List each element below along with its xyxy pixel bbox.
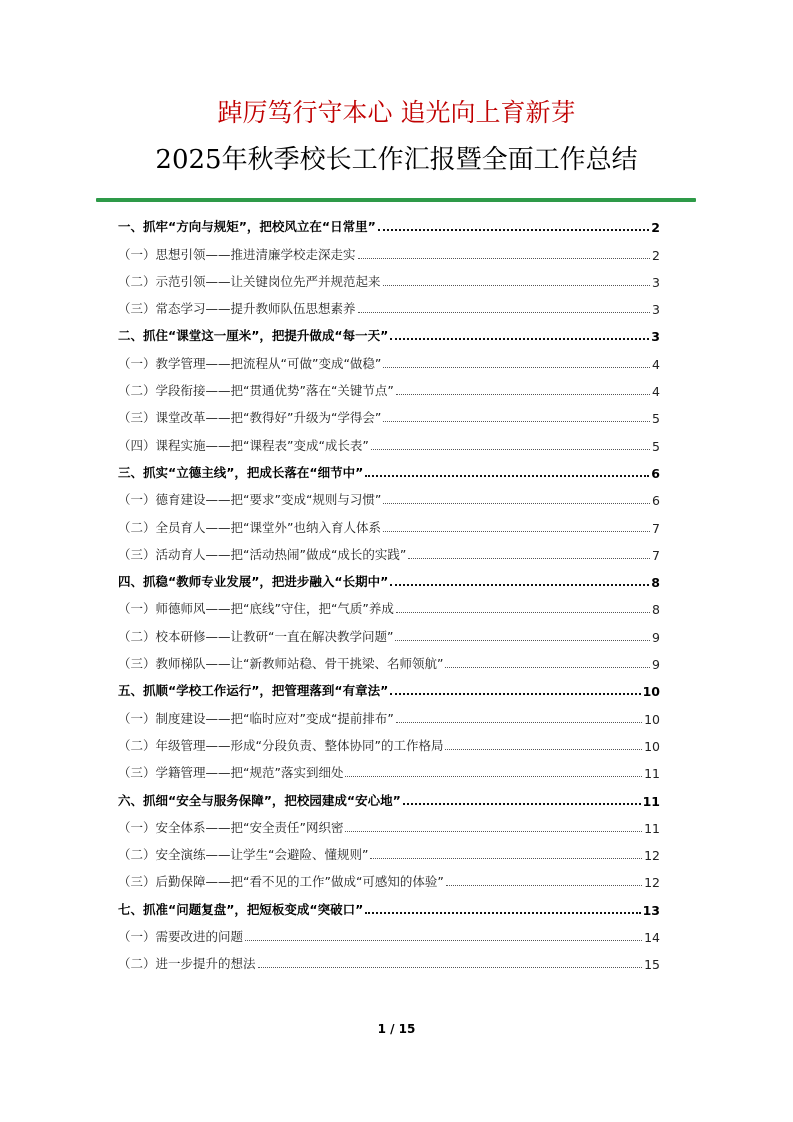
toc-subsection-entry[interactable] xyxy=(118,645,660,672)
toc-dot-leader xyxy=(383,420,650,422)
toc-subsection-entry[interactable] xyxy=(118,508,660,535)
toc-entry-page-number: 2 xyxy=(651,220,660,236)
toc-entry-label: （一）制度建设——把“临时应对”变成“提前排布” xyxy=(118,710,394,726)
toc-dot-leader xyxy=(358,311,650,313)
toc-entry-page-number: 3 xyxy=(651,329,660,345)
toc-entry-page-number: 5 xyxy=(652,411,660,427)
toc-subsection-entry[interactable] xyxy=(118,836,660,863)
toc-entry-label: （四）课程实施——把“课程表”变成“成长表” xyxy=(118,437,369,453)
toc-entry-label: 七、抓准“问题复盘”，把短板变成“突破口” xyxy=(118,901,364,917)
toc-subsection-entry[interactable] xyxy=(118,536,660,563)
toc-dot-leader xyxy=(383,284,650,286)
toc-entry-page-number: 12 xyxy=(644,875,660,891)
toc-dot-leader xyxy=(378,228,649,231)
toc-dot-leader xyxy=(345,830,642,832)
toc-subsection-entry[interactable] xyxy=(118,263,660,290)
toc-dot-leader xyxy=(383,366,650,368)
toc-dot-leader xyxy=(396,393,650,395)
toc-dot-leader xyxy=(245,939,642,941)
toc-dot-leader xyxy=(358,257,650,259)
toc-entry-label: （一）教学管理——把流程从“可做”变成“做稳” xyxy=(118,355,382,371)
toc-entry-label: 六、抓细“安全与服务保障”，把校园建成“安心地” xyxy=(118,792,401,808)
toc-entry-page-number: 3 xyxy=(652,274,660,290)
toc-entry-label: （三）常态学习——提升教师队伍思想素养 xyxy=(118,301,356,317)
toc-section-entry[interactable] xyxy=(118,563,660,590)
toc-entry-label: 二、抓住“课堂这一厘米”，把提升做成“每一天” xyxy=(118,328,389,344)
toc-dot-leader xyxy=(390,337,649,340)
toc-entry-label: 四、抓稳“教师专业发展”，把进步融入“长期中” xyxy=(118,574,389,590)
toc-entry-label: （二）进一步提升的想法 xyxy=(118,956,256,972)
toc-entry-page-number: 15 xyxy=(644,957,660,973)
title-divider xyxy=(96,198,696,202)
toc-entry-page-number: 4 xyxy=(652,356,660,372)
toc-entry-page-number: 13 xyxy=(642,902,660,918)
toc-entry-label: （一）德育建设——把“要求”变成“规则与习惯” xyxy=(118,492,382,508)
toc-dot-leader xyxy=(345,775,642,777)
toc-entry-page-number: 14 xyxy=(644,930,660,946)
toc-dot-leader xyxy=(390,583,649,586)
toc-entry-page-number: 11 xyxy=(644,820,660,836)
toc-subsection-entry[interactable] xyxy=(118,481,660,508)
toc-dot-leader xyxy=(258,966,643,968)
toc-entry-page-number: 8 xyxy=(651,575,660,591)
toc-section-entry[interactable] xyxy=(118,454,660,481)
toc-dot-leader xyxy=(408,557,650,559)
toc-entry-label: （二）全员育人——把“课堂外”也纳入育人体系 xyxy=(118,519,381,535)
toc-entry-page-number: 6 xyxy=(652,493,660,509)
toc-entry-label: （二）示范引领——让关键岗位先严并规范起来 xyxy=(118,273,381,289)
toc-subsection-entry[interactable] xyxy=(118,617,660,644)
toc-entry-label: （二）校本研修——让教研“一直在解决教学问题” xyxy=(118,628,394,644)
document-title-line1: 踔厉笃行守本心 追光向上育新芽 xyxy=(217,98,576,127)
toc-dot-leader xyxy=(365,474,649,477)
toc-subsection-entry[interactable] xyxy=(118,699,660,726)
toc-entry-page-number: 10 xyxy=(644,711,660,727)
toc-entry-page-number: 8 xyxy=(652,602,660,618)
toc-section-entry[interactable] xyxy=(118,890,660,917)
toc-dot-leader xyxy=(365,911,640,914)
toc-entry-label: 三、抓实“立德主线”，把成长落在“细节中” xyxy=(118,464,364,480)
toc-entry-page-number: 2 xyxy=(652,247,660,263)
toc-entry-label: （三）教师梯队——让“新教师站稳、骨干挑梁、名师领航” xyxy=(118,656,444,672)
toc-entry-label: （一）师德师风——把“底线”守住，把“气质”养成 xyxy=(118,601,394,617)
toc-entry-label: （三）活动育人——把“活动热闹”做成“成长的实践” xyxy=(118,546,407,562)
toc-entry-label: （三）学籍管理——把“规范”落实到细处 xyxy=(118,765,344,781)
toc-entry-page-number: 10 xyxy=(644,738,660,754)
toc-dot-leader xyxy=(445,666,650,668)
toc-entry-label: （一）思想引领——推进清廉学校走深走实 xyxy=(118,246,356,262)
toc-section-entry[interactable] xyxy=(118,208,660,235)
toc-subsection-entry[interactable] xyxy=(118,727,660,754)
toc-entry-page-number: 4 xyxy=(652,384,660,400)
toc-entry-page-number: 7 xyxy=(652,520,660,536)
toc-dot-leader xyxy=(383,530,650,532)
toc-entry-page-number: 11 xyxy=(642,793,660,809)
toc-entry-page-number: 12 xyxy=(644,848,660,864)
toc-entry-page-number: 10 xyxy=(642,684,660,700)
toc-entry-label: （一）需要改进的问题 xyxy=(118,929,244,945)
toc-entry-label: 五、抓顺“学校工作运行”，把管理落到“有章法” xyxy=(118,683,389,699)
toc-entry-page-number: 5 xyxy=(652,438,660,454)
toc-section-entry[interactable] xyxy=(118,672,660,699)
toc-entry-label: （三）课堂改革——把“教得好”升级为“学得会” xyxy=(118,410,382,426)
toc-entry-page-number: 3 xyxy=(652,302,660,318)
document-title-line2: 2025年秋季校长工作汇报暨全面工作总结 xyxy=(155,145,638,175)
toc-subsection-entry[interactable] xyxy=(118,863,660,890)
toc-dot-leader xyxy=(445,748,642,750)
toc-dot-leader xyxy=(403,802,641,805)
toc-entry-label: 一、抓牢“方向与规矩”，把校风立在“日常里” xyxy=(118,219,376,235)
toc-subsection-entry[interactable] xyxy=(118,918,660,945)
toc-dot-leader xyxy=(396,611,650,613)
toc-subsection-entry[interactable] xyxy=(118,945,660,972)
toc-subsection-entry[interactable] xyxy=(118,754,660,781)
toc-section-entry[interactable] xyxy=(118,317,660,344)
toc-subsection-entry[interactable] xyxy=(118,426,660,453)
toc-entry-page-number: 9 xyxy=(652,657,660,673)
toc-dot-leader xyxy=(446,884,642,886)
toc-dot-leader xyxy=(396,721,642,723)
toc-dot-leader xyxy=(383,502,650,504)
toc-dot-leader xyxy=(370,857,642,859)
table-of-contents xyxy=(118,208,660,972)
toc-entry-label: （三）后勤保障——把“看不见的工作”做成“可感知的体验” xyxy=(118,874,444,890)
toc-entry-label: （二）安全演练——让学生“会避险、懂规则” xyxy=(118,847,369,863)
toc-dot-leader xyxy=(390,692,640,695)
toc-dot-leader xyxy=(371,448,650,450)
toc-subsection-entry[interactable] xyxy=(118,590,660,617)
toc-dot-leader xyxy=(395,639,650,641)
toc-entry-label: （一）安全体系——把“安全责任”网织密 xyxy=(118,819,344,835)
toc-section-entry[interactable] xyxy=(118,781,660,808)
toc-subsection-entry[interactable] xyxy=(118,344,660,371)
toc-entry-page-number: 7 xyxy=(652,547,660,563)
toc-subsection-entry[interactable] xyxy=(118,235,660,262)
toc-subsection-entry[interactable] xyxy=(118,372,660,399)
toc-entry-page-number: 9 xyxy=(652,629,660,645)
toc-subsection-entry[interactable] xyxy=(118,290,660,317)
toc-subsection-entry[interactable] xyxy=(118,809,660,836)
toc-entry-page-number: 6 xyxy=(651,465,660,481)
toc-subsection-entry[interactable] xyxy=(118,399,660,426)
toc-entry-label: （二）学段衔接——把“贯通优势”落在“关键节点” xyxy=(118,383,394,399)
page-number-footer: 1 / 15 xyxy=(377,1022,416,1036)
toc-entry-page-number: 11 xyxy=(644,766,660,782)
toc-entry-label: （二）年级管理——形成“分段负责、整体协同”的工作格局 xyxy=(118,737,444,753)
